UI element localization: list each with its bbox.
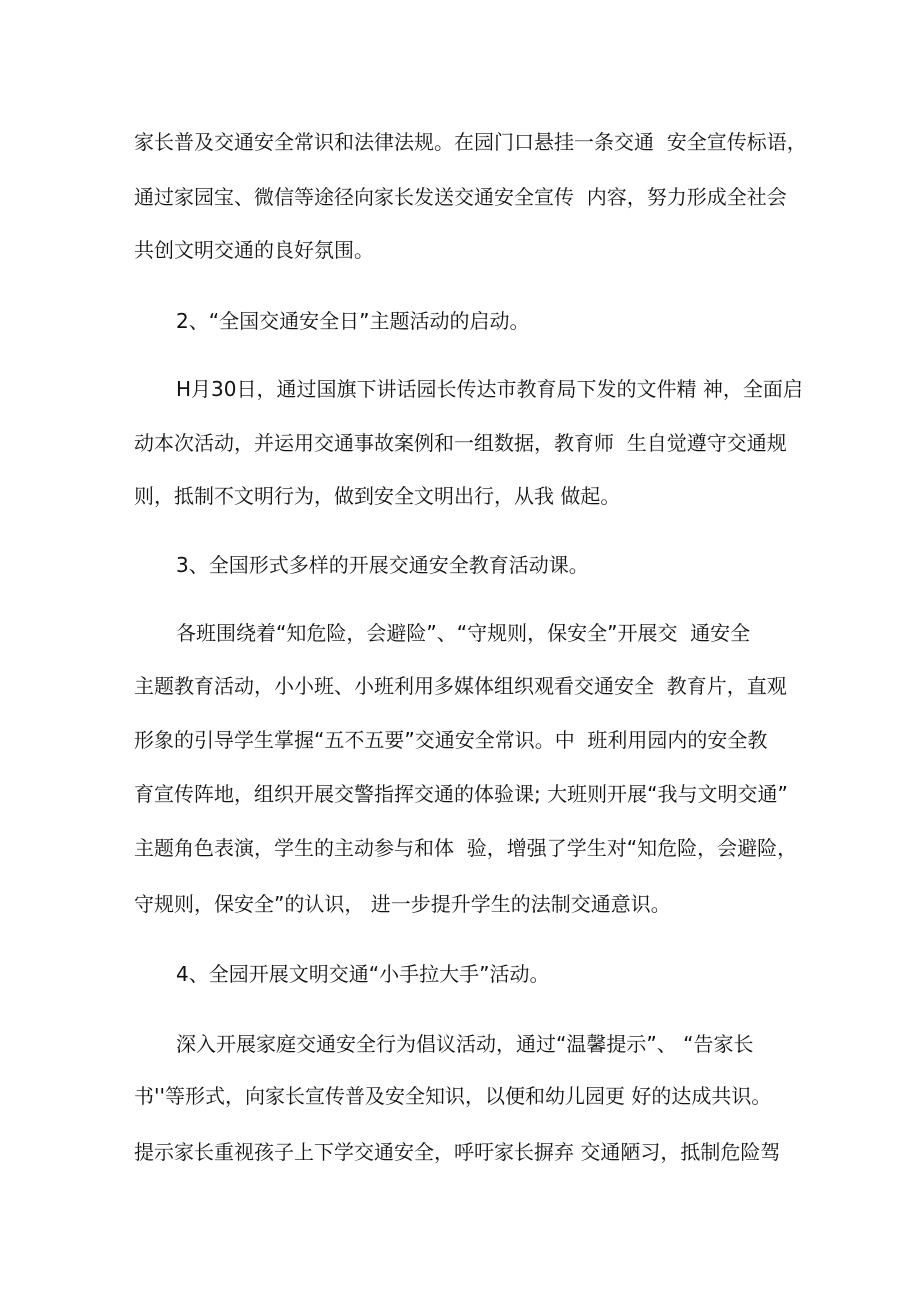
text-line: 育宣传阵地，组织开展交警指挥交通的体验课; 大班则开展“我与文明交通” bbox=[134, 782, 788, 806]
text-line: 动本次活动，并运用交通事故案例和一组数据，教育师 生自觉遵守交通规 bbox=[134, 431, 787, 455]
text-line: 深入开展家庭交通安全行为倡议活动，通过“温馨提示”、 “告家长 bbox=[176, 1032, 754, 1056]
text-line: 则，抵制不文明行为，做到安全文明出行，从我 做起。 bbox=[134, 484, 621, 508]
section-heading: 3、全国形式多样的开展交通安全教育活动课。 bbox=[176, 553, 589, 577]
text-line: 各班围绕着“知危险，会避险”、“守规则，保安全”开展交 通安全 bbox=[176, 621, 751, 645]
text-line: 书''等形式，向家长宣传普及安全知识，以便和幼儿园更 好的达成共识。 bbox=[134, 1084, 772, 1108]
text-line: 家长普及交通安全常识和法律法规。在园门口悬挂一条交通 安全宣传标语， bbox=[134, 130, 807, 154]
text-line: 主题教育活动，小小班、小班利用多媒体组织观看交通安全 教育片，直观 bbox=[134, 674, 787, 698]
text-line: 通过家园宝、微信等途径向家长发送交通安全宣传 内容，努力形成全社会 bbox=[134, 185, 787, 209]
text-line: H月30日，通过国旗下讲话园长传达市教育局下发的文件精 神，全面启 bbox=[176, 377, 803, 401]
text-line: 守规则，保安全”的认识， 进一步提升学生的法制交通意识。 bbox=[134, 892, 671, 916]
text-line: 提示家长重视孩子上下学交通安全，呼吁家长摒弃 交通陋习，抵制危险驾 bbox=[134, 1140, 781, 1164]
text-line: 主题角色表演，学生的主动参与和体 验，增强了学生对“知危险，会避险， bbox=[134, 836, 798, 860]
text-line: 共创文明交通的良好氛围。 bbox=[134, 238, 374, 262]
section-heading: 4、全园开展文明交通“小手拉大手”活动。 bbox=[176, 962, 550, 986]
text-line: 形象的引导学生掌握“五不五要”交通安全常识。中 班利用园内的安全教 bbox=[134, 728, 768, 752]
section-heading: 2、“全国交通安全日”主题活动的启动。 bbox=[176, 309, 530, 333]
